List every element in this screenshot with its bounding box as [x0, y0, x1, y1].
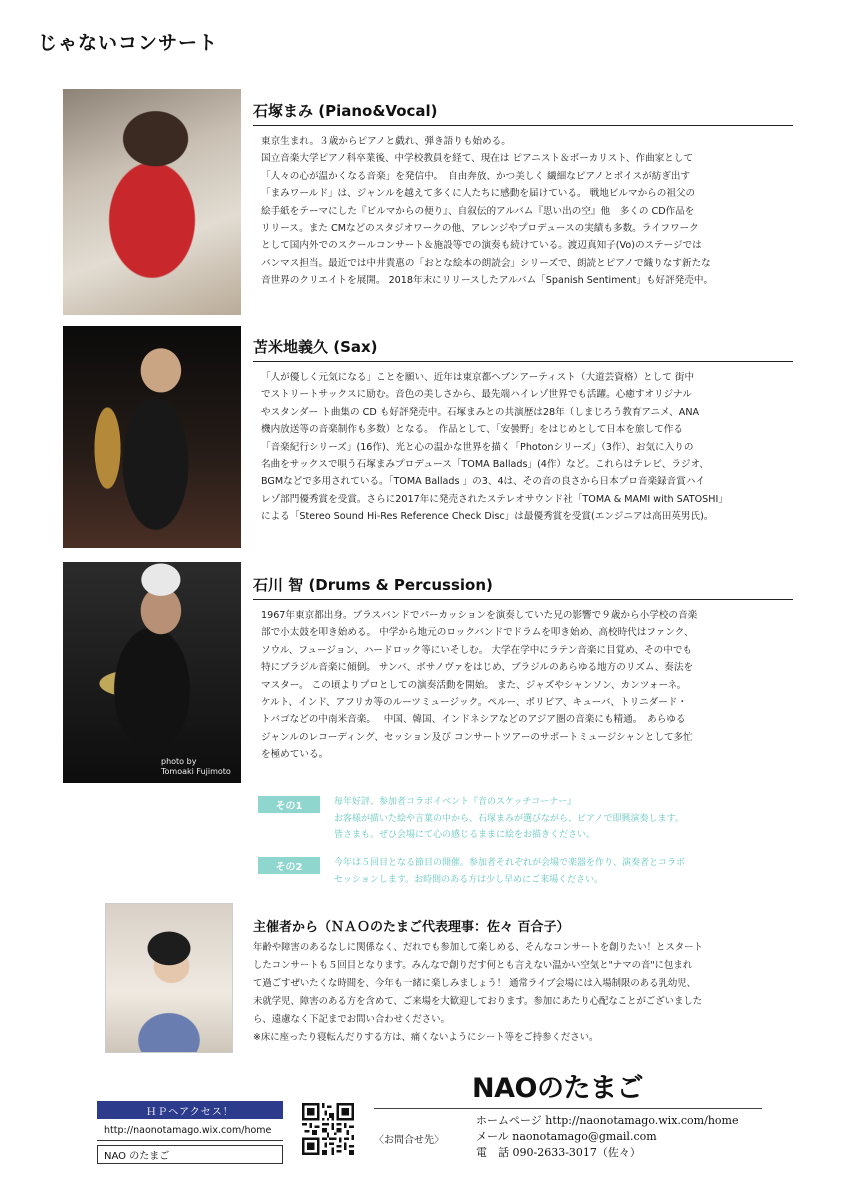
- bio-line: 「まみワールド」は、ジャンルを越えて多くに人たちに感動を届けている。 戦地ビルマからの祖父の: [261, 188, 696, 200]
- bio-line: 絵手紙をテーマにした『ビルマからの便り』、自叙伝的アルバム『思い出の空』他 多くの CD作品を: [261, 205, 695, 217]
- contact-phone[interactable]: 電 話 090-2633-3017（佐々）: [476, 1146, 641, 1159]
- musician-bio: [253, 133, 793, 290]
- contact-label: 〈お問合せ先〉: [374, 1135, 444, 1146]
- organizer-line: したコンサートも５回目となります。みんなで創りだす何とも言えない温かい空気と"ナマの音"に包まれ: [253, 960, 693, 972]
- contact-email[interactable]: メール naonotamago@gmail.com: [476, 1130, 657, 1143]
- bio-line: 「人々の心が温かくなる音楽」を発信中。 自由奔放、かつ美しく 繊細なピアノとボイスが紡ぎ出す: [261, 170, 691, 182]
- hp-url-link[interactable]: http://naonotamago.wix.com/home: [104, 1125, 272, 1136]
- event-line: 皆さまも、ぜひ会場にて心の感じるままに絵をお描きください。: [334, 830, 596, 840]
- contact-info: [476, 1113, 738, 1161]
- contact-homepage[interactable]: ホームページ http://naonotamago.wix.com/home: [476, 1114, 739, 1127]
- bio-line: ジャンルのレコーディング、セッション及び コンサートツアーのサポートミュージシャンとして多忙: [261, 731, 693, 743]
- bio-line: 国立音楽大学ピアノ科卒業後、中学校教員を経て、現在は ピアニスト＆ボーカリスト、作曲家として: [261, 153, 694, 165]
- organizer-message: [253, 916, 798, 1048]
- organizer-line: て過ごすぜいたくな時間を、今年も一緒に楽しみましょう！ 通常ライブ会場には入場制限のある乳幼児、: [253, 978, 697, 990]
- divider: [253, 599, 793, 600]
- organizer-bio: [253, 939, 798, 1048]
- bio-line: トバゴなどの中南米音楽。 中国、韓国、インドネシアなどのアジア圏の音楽にも精通。 あらゆる: [261, 714, 686, 726]
- divider: [97, 1140, 283, 1141]
- event-tag: その2: [258, 857, 320, 874]
- musician-name: 石川 智 (Drums & Percussion): [253, 576, 493, 594]
- bio-line: 1967年東京都出身。ブラスバンドでパーカッションを演奏していた兄の影響で９歳から小学校の音楽: [261, 610, 698, 621]
- bio-line: バンマス担当。最近では中井貴惠の「おとな絵本の朗読会」シリーズで、朗読とピアノで織りなす新たな: [261, 257, 711, 269]
- event-line: お客様が描いた絵や言葉の中から、石塚まみが選びながら、ピアノで即興演奏します。: [334, 813, 684, 824]
- organization-name-box: NAO のたまご: [97, 1145, 283, 1164]
- photo-credit-line: photo by: [161, 757, 197, 766]
- organizer-line: ら、遠慮なく下記までお問い合わせください。: [253, 1014, 450, 1026]
- musician-photo-ishikawa: [63, 562, 241, 783]
- bio-line: BGMなどで多用されている。「TOMA Ballads 」の3、4は、その音の良さから日本プロ音楽録音賞ハイ: [261, 476, 706, 488]
- photo-credit: [161, 757, 231, 777]
- bio-line: 「人が優しく元気になる」ことを願い、近年は東京都ヘブンアーティスト（大道芸資格）として 街中: [261, 372, 695, 383]
- divider: [253, 361, 793, 362]
- event-line: 今年は５回目となる節目の開催。参加者それぞれが会場で楽器を作り、演奏者とコラボ: [334, 858, 686, 868]
- bio-line: による「Stereo Sound Hi-Res Reference Check Disc」は最優秀賞を受賞(エンジニアは高田英男氏)。: [261, 511, 714, 523]
- flyer-title: じゃないコンサート: [38, 32, 219, 54]
- bio-line: 音世界のクリエイトを展開。 2018年末にリリースしたアルバム「Spanish Sentiment」も好評発売中。: [261, 275, 714, 287]
- hp-access-label: ＨＰへアクセス！: [97, 1101, 283, 1119]
- event-tag: その1: [258, 796, 320, 813]
- musician-bio: [253, 607, 793, 764]
- bio-line: やスタンダー ト曲集の CD も好評発売中。石塚まみとの共演歴は28年（しまじろう教育アニメ、ANA: [261, 406, 700, 418]
- bio-line: 特にブラジル音楽に傾倒。 サンバ、ボサノヴァをはじめ、ブラジルのあらゆる地方のリズム、奏法を: [261, 662, 694, 674]
- bio-line: 「音楽紀行シリーズ」(16作)、光と心の温かな世界を描く「Photonシリーズ」（3作）、お気に入りの: [261, 441, 694, 453]
- musician-section-ishizuka: [253, 100, 793, 290]
- bio-line: を極めている。: [261, 749, 329, 761]
- event-description: [334, 794, 684, 844]
- organizer-line: ※床に座ったり寝転んだりする方は、痛くないようにシート等をご持参ください。: [253, 1032, 599, 1044]
- bio-line: ソウル、フュージョン、ハードロック等にいそしむ。 大学在学中にラテン音楽に目覚め、その中でも: [261, 644, 693, 656]
- organizer-heading: 主催者から（ＮＡＯのたまご代表理事：佐々 百合子）: [253, 920, 570, 935]
- divider: [374, 1108, 762, 1109]
- musician-section-tomabechi: [253, 336, 793, 526]
- organizer-line: 未就学児、障害のある方を含めて、ご来場を大歓迎しております。参加にあたり心配なことがございました: [253, 996, 703, 1008]
- event-line: セッションします。お時間のある方は少し早めにご来場ください。: [334, 874, 604, 885]
- bio-line: 機内放送等の音楽制作も多数）となる。 作品として、「安曇野」をはじめとして日本を旅して作る: [261, 424, 683, 436]
- divider: [253, 125, 793, 126]
- bio-line: 東京生まれ。３歳からピアノと戯れ、弾き語りも始める。: [261, 136, 511, 147]
- bio-line: 名曲をサックスで唄う石塚まみプロデュース「TOMA Ballads」(4作）など。これらはテレビ、ラジオ、: [261, 459, 709, 471]
- musician-bio: [253, 369, 793, 526]
- musician-name: 石塚まみ (Piano&Vocal): [253, 102, 438, 120]
- bio-line: ケルト、インド、アフリカ等のルーツミュージック。ペルー、ボリビア、キューバ、トリニダード・: [261, 697, 688, 709]
- nao-no-tamago-logo: NAOのたまご: [472, 1073, 643, 1104]
- bio-line: レゾ部門優秀賞を受賞。さらに2017年に発売されたステレオサウンド社「TOMA & MAMI with SATOSHI」: [261, 493, 728, 505]
- event-item-1: [258, 794, 778, 844]
- event-line: 毎年好評、参加者コラボイベント『音のスケッチコーナー』: [334, 797, 577, 807]
- bio-line: リリース。また CMなどのスタジオワークの他、アレンジやプロデュースの実績も多数。ライフワーク: [261, 223, 699, 235]
- musician-section-ishikawa: [253, 574, 793, 764]
- organizer-line: 年齢や障害のあるなしに関係なく、だれでも参加して楽しめる、そんなコンサートを創りたい！とスタート: [253, 942, 703, 953]
- musician-name: 苫米地義久 (Sax): [253, 338, 378, 356]
- photo-credit-line: Tomoaki Fujimoto: [161, 767, 231, 776]
- musician-photo-tomabechi: [63, 326, 241, 548]
- event-description: [334, 855, 685, 888]
- organizer-photo: [105, 903, 233, 1053]
- bio-line: として国内外でのスクールコンサート＆施設等での演奏も続けている。渡辺真知子(Vo)のステージでは: [261, 240, 702, 252]
- bio-line: マスター。 この頃よりプロとしての演奏活動を開始。 また、ジャズやシャンソン、カンツォーネ。: [261, 679, 687, 691]
- event-item-2: [258, 855, 778, 888]
- musician-photo-ishizuka: [63, 89, 241, 315]
- bio-line: でストリートサックスに励む。音色の美しさから、最先端ハイレゾ世界でも活躍。心癒すオリジナル: [261, 389, 692, 401]
- qr-code-icon[interactable]: [302, 1103, 354, 1155]
- bio-line: 部で小太鼓を叩き始める。 中学から地元のロックバンドでドラムを叩き始め、高校時代はファンク、: [261, 627, 694, 639]
